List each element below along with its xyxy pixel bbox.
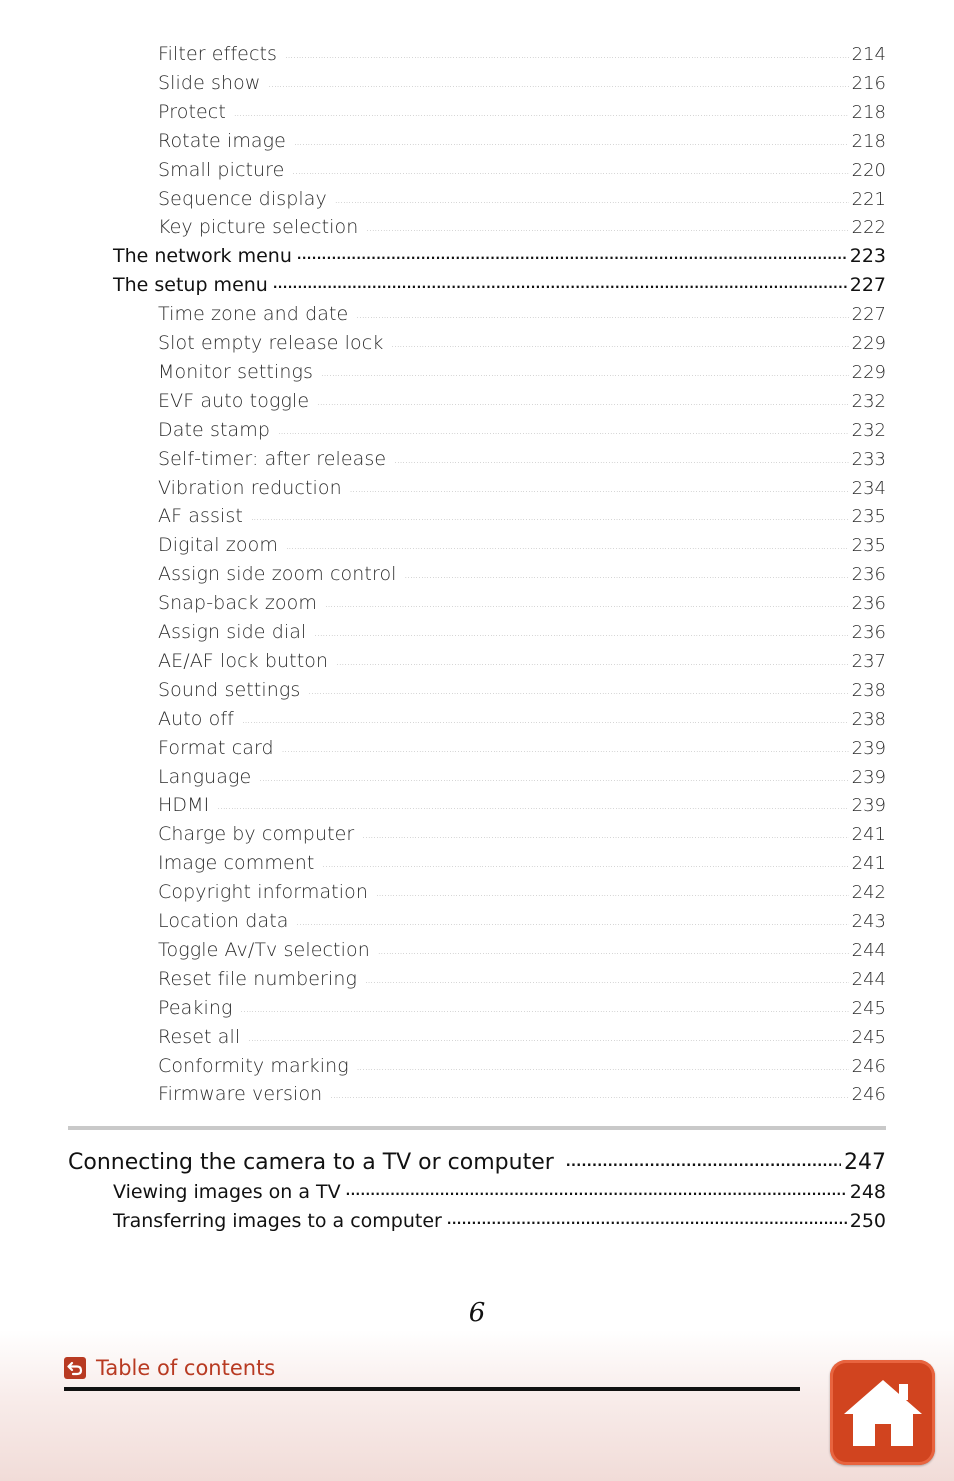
toc-entry-page[interactable]: 233 [851, 448, 886, 470]
toc-chapter[interactable] [68, 1147, 886, 1175]
toc-entry[interactable] [158, 561, 886, 585]
toc-section-network-menu-page[interactable]: 223 [849, 245, 886, 268]
toc-entry[interactable] [158, 330, 886, 354]
toc-entry-label[interactable]: Assign side dial [158, 621, 307, 643]
toc-entry[interactable] [158, 879, 886, 903]
toc-entry-label[interactable]: Peaking [158, 996, 233, 1019]
toc-chapter-label[interactable]: Connecting the camera to a TV or computer [68, 1150, 554, 1175]
return-arrow-icon [64, 1357, 86, 1379]
dot-leader [405, 571, 849, 580]
toc-entry-label[interactable]: EVF auto toggle [158, 389, 310, 412]
toc-entry-page[interactable]: 232 [851, 419, 886, 441]
toc-section-setup-menu-page[interactable]: 227 [849, 274, 886, 297]
footer-band [0, 1330, 954, 1481]
toc-entry[interactable] [158, 301, 886, 325]
toc-entry[interactable] [158, 99, 886, 123]
dot-leader [325, 600, 849, 609]
dot-leader [292, 167, 848, 176]
toc-entry[interactable] [158, 1024, 886, 1048]
dot-leader [365, 976, 849, 985]
toc-entry-label[interactable]: Vibration reduction [158, 476, 342, 499]
toc-entry-page[interactable]: 220 [851, 159, 886, 181]
toc-entry-label[interactable]: Filter effects [158, 43, 278, 65]
dot-leader [241, 1005, 849, 1014]
dot-leader [234, 109, 849, 118]
dot-leader [366, 224, 848, 233]
toc-entry-page[interactable]: 241 [851, 824, 886, 846]
dot-leader [217, 802, 848, 811]
toc-entry-label[interactable]: AE/AF lock button [158, 649, 329, 672]
dot-leader [269, 80, 849, 89]
dot-leader [282, 745, 849, 754]
toc-entry-page[interactable]: 242 [851, 882, 886, 904]
toc-entry[interactable] [158, 503, 886, 527]
toc-entry[interactable] [158, 446, 886, 470]
toc-entry-page[interactable]: 236 [851, 564, 886, 586]
toc-entry[interactable] [158, 821, 886, 845]
toc-entry-label[interactable]: HDMI [158, 794, 210, 817]
dot-leader [346, 1184, 847, 1198]
dot-leader [335, 196, 849, 205]
toc-entry-page[interactable]: 218 [851, 130, 886, 152]
toc-entry[interactable] [158, 186, 886, 210]
toc-entry-page[interactable]: 234 [851, 477, 886, 499]
toc-section[interactable] [113, 1208, 886, 1232]
toc-entry[interactable] [158, 966, 886, 990]
dot-leader [251, 513, 849, 522]
toc-entry[interactable] [158, 995, 886, 1019]
toc-section-page[interactable]: 250 [849, 1210, 886, 1232]
toc-entry[interactable] [158, 677, 886, 701]
toc-entry-label[interactable]: Protect [158, 100, 226, 123]
toc-entry-label[interactable]: Slide show [158, 71, 261, 94]
toc-entry-label[interactable]: Language [158, 765, 252, 788]
dot-leader [308, 687, 848, 696]
toc-entry[interactable] [158, 417, 886, 441]
toc-entry[interactable] [158, 128, 886, 152]
dot-leader [391, 340, 848, 349]
dot-leader [285, 51, 849, 60]
dot-leader [317, 398, 849, 407]
toc-entry-label[interactable]: Toggle Av/Tv selection [158, 938, 370, 961]
toc-entry-label[interactable]: Image comment [158, 852, 315, 875]
toc-entry-page[interactable]: 241 [851, 853, 886, 875]
toc-entry-label[interactable]: Time zone and date [158, 303, 349, 326]
toc-entry-label[interactable]: Location data [158, 910, 289, 932]
dot-leader [376, 889, 849, 898]
toc-entry-page[interactable]: 229 [851, 333, 886, 354]
section-divider [68, 1126, 886, 1130]
toc-entry[interactable] [158, 214, 886, 238]
toc-entry-page[interactable]: 244 [851, 968, 886, 990]
toc-entry-label[interactable]: Auto off [158, 707, 234, 730]
toc-entry-label[interactable]: Key picture selection [158, 216, 359, 239]
toc-entry[interactable] [158, 850, 886, 874]
toc-entry[interactable] [158, 532, 886, 556]
dot-leader [248, 1034, 848, 1043]
toc-entry-page[interactable]: 232 [851, 390, 886, 412]
toc-entry-page[interactable]: 245 [851, 1026, 886, 1048]
dot-leader [273, 277, 847, 291]
dot-leader [362, 831, 848, 840]
toc-entry[interactable] [158, 41, 886, 65]
dot-leader [447, 1213, 847, 1227]
toc-entry-label[interactable]: AF assist [158, 505, 243, 528]
dot-leader [278, 427, 849, 436]
home-icon [841, 1378, 925, 1448]
toc-entry-page[interactable]: 222 [851, 217, 886, 239]
toc-entry-label[interactable]: Monitor settings [158, 360, 313, 383]
toc-entry-page[interactable]: 221 [851, 188, 886, 210]
toc-entry-page[interactable]: 244 [851, 939, 886, 961]
dot-leader [321, 369, 849, 378]
toc-section[interactable] [113, 1179, 886, 1203]
toc-entry-label[interactable]: Snap-back zoom [158, 592, 317, 615]
toc-entry-page[interactable]: 238 [851, 679, 886, 701]
dot-leader [297, 918, 849, 927]
toc-entry-label[interactable]: Rotate image [158, 129, 286, 152]
toc-entry-page[interactable]: 235 [851, 535, 886, 557]
dot-leader [566, 1155, 841, 1170]
dot-leader [394, 456, 848, 465]
toc-section-setup-menu[interactable] [113, 272, 886, 296]
toc-entry-label[interactable]: Self-timer: after release [158, 447, 387, 470]
toc-entry-page[interactable]: 236 [851, 622, 886, 643]
toc-section-page[interactable]: 248 [849, 1181, 886, 1203]
dot-leader [330, 1091, 848, 1100]
toc-entry[interactable] [158, 388, 886, 412]
toc-entry-page[interactable]: 237 [851, 650, 886, 672]
dot-leader [259, 774, 848, 783]
toc-entry[interactable] [158, 648, 886, 672]
toc-section-setup-menu-label[interactable]: The setup menu [113, 274, 268, 297]
toc-entry-label[interactable]: Sequence display [158, 187, 327, 210]
toc-entry-page[interactable]: 218 [851, 101, 886, 123]
dot-leader [357, 1063, 849, 1072]
toc-entry-page[interactable]: 245 [851, 997, 886, 1019]
dot-leader [242, 716, 849, 725]
dot-leader [286, 542, 849, 551]
toc-entry-page[interactable]: 216 [851, 72, 886, 94]
toc-entry-page[interactable]: 239 [851, 795, 886, 817]
dot-leader [297, 248, 847, 262]
footer-divider [64, 1387, 800, 1391]
dot-leader [294, 138, 849, 147]
toc-section-network-menu-label[interactable]: The network menu [113, 245, 292, 268]
toc-entry-label[interactable]: Small picture [158, 158, 285, 181]
toc-entry-page[interactable]: 246 [851, 1084, 886, 1106]
toc-entry-label[interactable]: Conformity marking [158, 1054, 349, 1077]
toc-entry-label[interactable]: Digital zoom [158, 534, 278, 557]
toc-entry-label[interactable]: Date stamp [158, 418, 271, 441]
toc-entry-page[interactable]: 238 [851, 708, 886, 730]
toc-entry-label[interactable]: Assign side zoom control [158, 563, 397, 586]
toc-entry-page[interactable]: 243 [851, 911, 886, 932]
toc-entry-page[interactable]: 214 [851, 44, 886, 65]
toc-entry-label[interactable]: Charge by computer [158, 823, 355, 846]
toc-entry-page[interactable]: 229 [851, 361, 886, 383]
toc-entry[interactable] [158, 70, 886, 94]
toc-entry[interactable] [158, 937, 886, 961]
toc-entry[interactable] [158, 1053, 886, 1077]
toc-entry-page[interactable]: 235 [851, 506, 886, 528]
toc-entry-page[interactable]: 239 [851, 766, 886, 788]
toc-section-label[interactable]: Viewing images on a TV [113, 1181, 341, 1203]
dot-leader [314, 629, 848, 638]
toc-section-network-menu[interactable] [113, 243, 886, 267]
toc-entry[interactable] [158, 792, 886, 816]
toc-entry[interactable] [158, 590, 886, 614]
toc-entry-page[interactable]: 246 [851, 1055, 886, 1077]
toc-entry[interactable] [158, 908, 886, 932]
toc-entry[interactable] [158, 619, 886, 643]
toc-entry[interactable] [158, 157, 886, 181]
toc-entry-label[interactable]: Reset file numbering [158, 967, 357, 990]
table-of-contents-label[interactable]: Table of contents [96, 1356, 276, 1380]
toc-entry[interactable] [158, 475, 886, 499]
toc-entry-page[interactable]: 236 [851, 593, 886, 615]
dot-leader [336, 658, 849, 667]
dot-leader [322, 860, 848, 869]
toc-entry-label[interactable]: Reset all [158, 1025, 241, 1048]
toc-chapter-page[interactable]: 247 [844, 1150, 886, 1175]
toc-entry[interactable] [158, 706, 886, 730]
toc-entry[interactable] [158, 764, 886, 788]
toc-entry-page[interactable]: 227 [851, 304, 886, 326]
toc-entry-page[interactable]: 239 [851, 737, 886, 759]
home-button[interactable] [830, 1360, 935, 1465]
dot-leader [378, 947, 849, 956]
toc-entry-label[interactable]: Firmware version [158, 1083, 323, 1106]
dot-leader [356, 311, 848, 320]
toc-entry-label[interactable]: Format card [158, 736, 274, 759]
page-number: 6 [468, 1298, 486, 1328]
toc-entry[interactable] [158, 1081, 886, 1105]
dot-leader [350, 485, 849, 494]
table-of-contents-link[interactable] [64, 1356, 275, 1380]
toc-entry[interactable] [158, 359, 886, 383]
toc-entry-label[interactable]: Slot empty release lock [158, 332, 384, 354]
toc-entry[interactable] [158, 735, 886, 759]
toc-section-label[interactable]: Transferring images to a computer [113, 1210, 442, 1232]
toc-entry-label[interactable]: Sound settings [158, 678, 301, 701]
toc-entry-label[interactable]: Copyright information [158, 881, 368, 904]
